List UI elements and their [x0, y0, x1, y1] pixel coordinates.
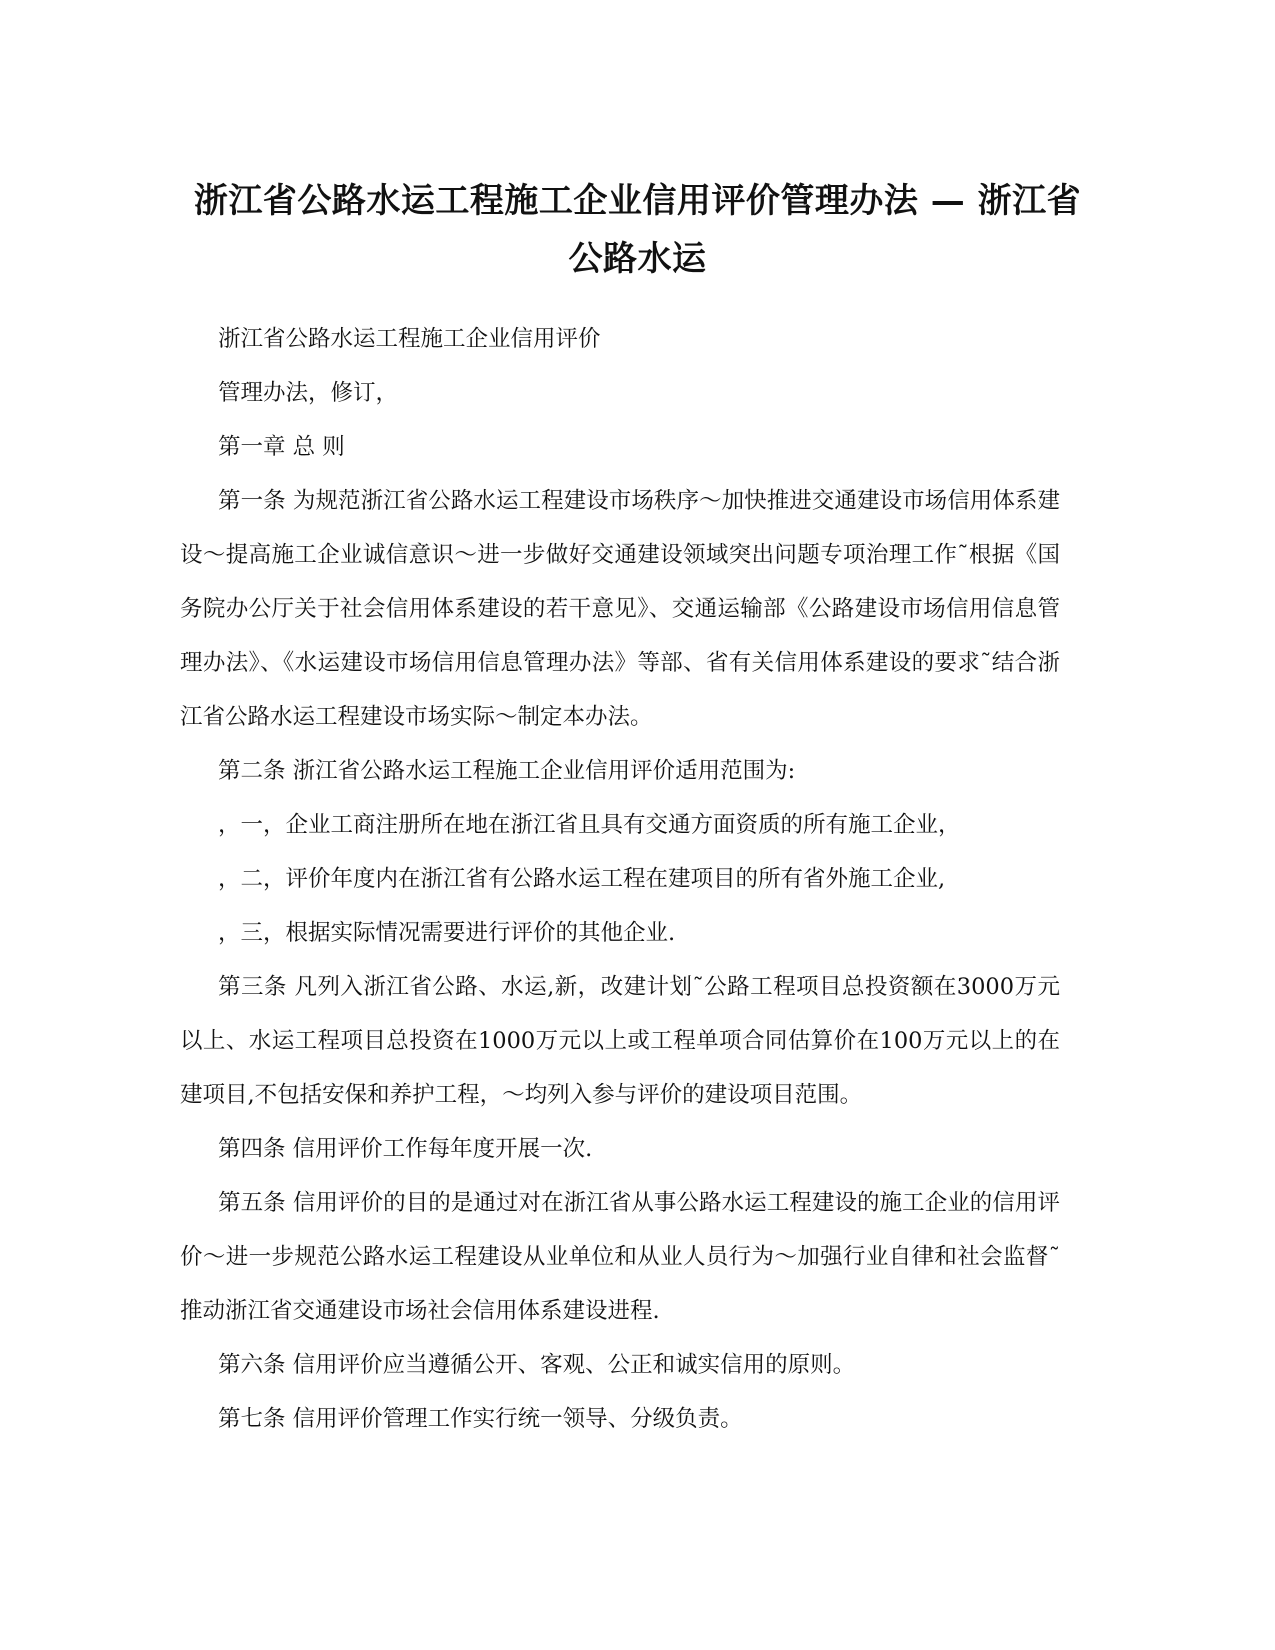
article-5: 第五条 信用评价的目的是通过对在浙江省从事公路水运工程建设的施工企业的信用评价～进一步规范公路水运工程建设从业单位和从业人员行为～加强行业自律和社会监督˜推动浙江省交通建设市场社会信用体系建设进程. — [180, 1190, 1060, 1324]
document-title: 浙江省公路水运工程施工企业信用评价管理办法 — 浙江省公路水运 — [193, 181, 1082, 279]
document-body — [180, 312, 1060, 1446]
article-2-item-3: ，三，根据实际情况需要进行评价的其他企业. — [218, 920, 676, 946]
article-2-item-2: ，二，评价年度内在浙江省有公路水运工程在建项目的所有省外施工企业, — [218, 866, 946, 892]
article-2-item-1: ，一，企业工商注册所在地在浙江省且具有交通方面资质的所有施工企业， — [218, 812, 961, 838]
paragraph-heading-1: 浙江省公路水运工程施工企业信用评价 — [218, 326, 601, 352]
paragraph-heading-2: 管理办法，修订， — [218, 380, 399, 406]
article-7: 第七条 信用评价管理工作实行统一领导、分级负责。 — [218, 1406, 743, 1432]
article-4: 第四条 信用评价工作每年度开展一次. — [218, 1136, 593, 1162]
article-3: 第三条 凡列入浙江省公路、水运,新，改建计划˜公路工程项目总投资额在3000万元以上、水运工程项目总投资在1000万元以上或工程单项合同估算价在100万元以上的在建项目,不包括安保和养护工程，～均列入参与评价的建设项目范围。 — [180, 974, 1060, 1108]
chapter-heading: 第一章 总 则 — [218, 434, 345, 460]
article-1: 第一条 为规范浙江省公路水运工程建设市场秩序～加快推进交通建设市场信用体系建设～提高施工企业诚信意识～进一步做好交通建设领域突出问题专项治理工作˜根据《国务院办公厅关于社会信用体系建设的若干意见》、交通运输部《公路建设市场信用信息管理办法》、《水运建设市场信用信息管理办法》等部、省有关信用体系建设的要求˜结合浙江省公路水运工程建设市场实际～制定本办法。 — [180, 488, 1060, 730]
article-2: 第二条 浙江省公路水运工程施工企业信用评价适用范围为: — [218, 758, 796, 784]
article-6: 第六条 信用评价应当遵循公开、客观、公正和诚实信用的原则。 — [218, 1352, 856, 1378]
